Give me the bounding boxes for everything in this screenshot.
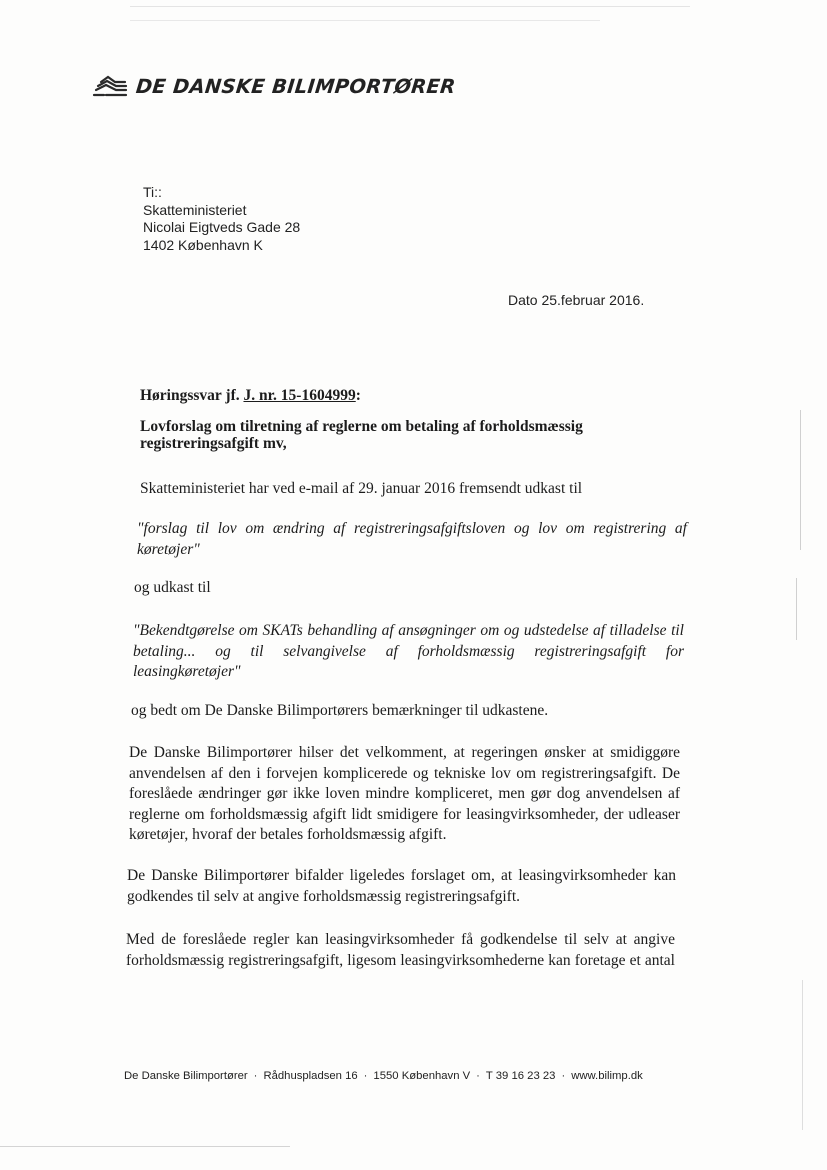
- footer-org: De Danske Bilimportører: [124, 1070, 248, 1082]
- paragraph-line: godkendes til selv at angive forholdsmæssig registreringsafgift.: [127, 887, 521, 905]
- body-paragraph-3: [126, 930, 675, 971]
- quote-line: leasingkøretøjer": [133, 663, 241, 680]
- body-paragraph-2: [127, 866, 676, 907]
- footer-city: 1550 København V: [373, 1070, 471, 1082]
- letterhead-footer: De Danske Bilimportører · Rådhuspladsen 16 · 1550 København V · T 39 16 23 23 · www.bilimp.dk: [124, 1070, 643, 1082]
- subject-prefix: Høringssvar jf.: [140, 387, 244, 404]
- scan-artifact-right: [800, 410, 801, 550]
- recipient-line: 1402 København K: [143, 236, 263, 253]
- quote-line: "Bekendtgørelse om SKATs behandling af ansøgninger om og udstedelse af tilladelse til: [133, 622, 684, 639]
- recipient-line: Nicolai Eigtveds Gade 28: [143, 219, 301, 235]
- letter-date: Dato 25.februar 2016.: [508, 292, 645, 308]
- paragraph-line: De Danske Bilimportører hilser det velkomment, at regeringen ønsker at smidiggøre: [129, 744, 680, 761]
- scan-artifact-right-3: [802, 980, 803, 1130]
- paragraph-line: anvendelsen af den i forvejen komplicerede og tekniske lov om registreringsafgift. De: [129, 764, 680, 782]
- and-draft-text: og udkast til: [134, 579, 211, 596]
- scan-artifact-top-2: [130, 20, 600, 21]
- quote-line: betaling... og til selvangivelse af forholdsmæssig registreringsafgift for: [133, 642, 684, 660]
- footer-website: www.bilimp.dk: [571, 1070, 643, 1082]
- request-paragraph: og bedt om De Danske Bilimportørers bemærkninger til udkastene.: [131, 702, 549, 719]
- letter-title: Lovforslag om tilretning af reglerne om betaling af forholdsmæssig registreringsafgift mv,: [140, 418, 583, 452]
- scan-artifact-right-2: [796, 578, 797, 640]
- footer-address: Rådhuspladsen 16: [263, 1070, 358, 1082]
- paragraph-line: De Danske Bilimportører bifalder ligeledes forslaget om, at leasingvirksomheder kan: [127, 867, 676, 884]
- paragraph-line: forholdsmæssig registreringsafgift, ligesom leasingvirksomhederne kan foretage et antal: [126, 951, 675, 969]
- paragraph-line: Med de foreslåede regler kan leasingvirksomheder få godkendelse til selv at angive: [126, 931, 675, 948]
- paragraph-line: foreslåede ændringer gør ikke loven mindre kompliceret, men gør dog anvendelsen af: [129, 785, 680, 802]
- quote-line: "forslag til lov om ændring af registreringsafgiftsloven og lov om registrering af: [137, 520, 687, 537]
- car-stripes-icon: [92, 74, 128, 98]
- subject-line: [140, 387, 361, 405]
- footer-phone: T 39 16 23 23: [485, 1070, 556, 1082]
- subject-suffix: :: [355, 387, 361, 404]
- body-paragraph-1: [129, 743, 680, 846]
- quote-executive-order: [133, 621, 684, 683]
- recipient-address: [143, 184, 300, 254]
- quote-line: køretøjer": [137, 540, 200, 558]
- journal-reference: J. nr. 15-1604999: [243, 387, 356, 404]
- letterhead-logo: [92, 74, 456, 98]
- scan-artifact-top: [130, 6, 690, 7]
- paragraph-line: køretøjer, hvoraf der betales forholdsmæssig afgift.: [129, 826, 447, 843]
- recipient-label: Ti::: [143, 184, 162, 200]
- recipient-line: Skatteministeriet: [143, 201, 247, 218]
- paragraph-line: reglerne om forholdsmæssig afgift lidt smidigere for leasingvirksomheder, der udleaser: [129, 805, 680, 823]
- scan-artifact-bottom: [0, 1146, 290, 1147]
- quote-law-proposal: [137, 519, 687, 560]
- letterhead-org-name: DE DANSKE BILIMPORTØRER: [134, 74, 457, 98]
- intro-paragraph: Skatteministeriet har ved e-mail af 29. januar 2016 fremsendt udkast til: [140, 480, 583, 497]
